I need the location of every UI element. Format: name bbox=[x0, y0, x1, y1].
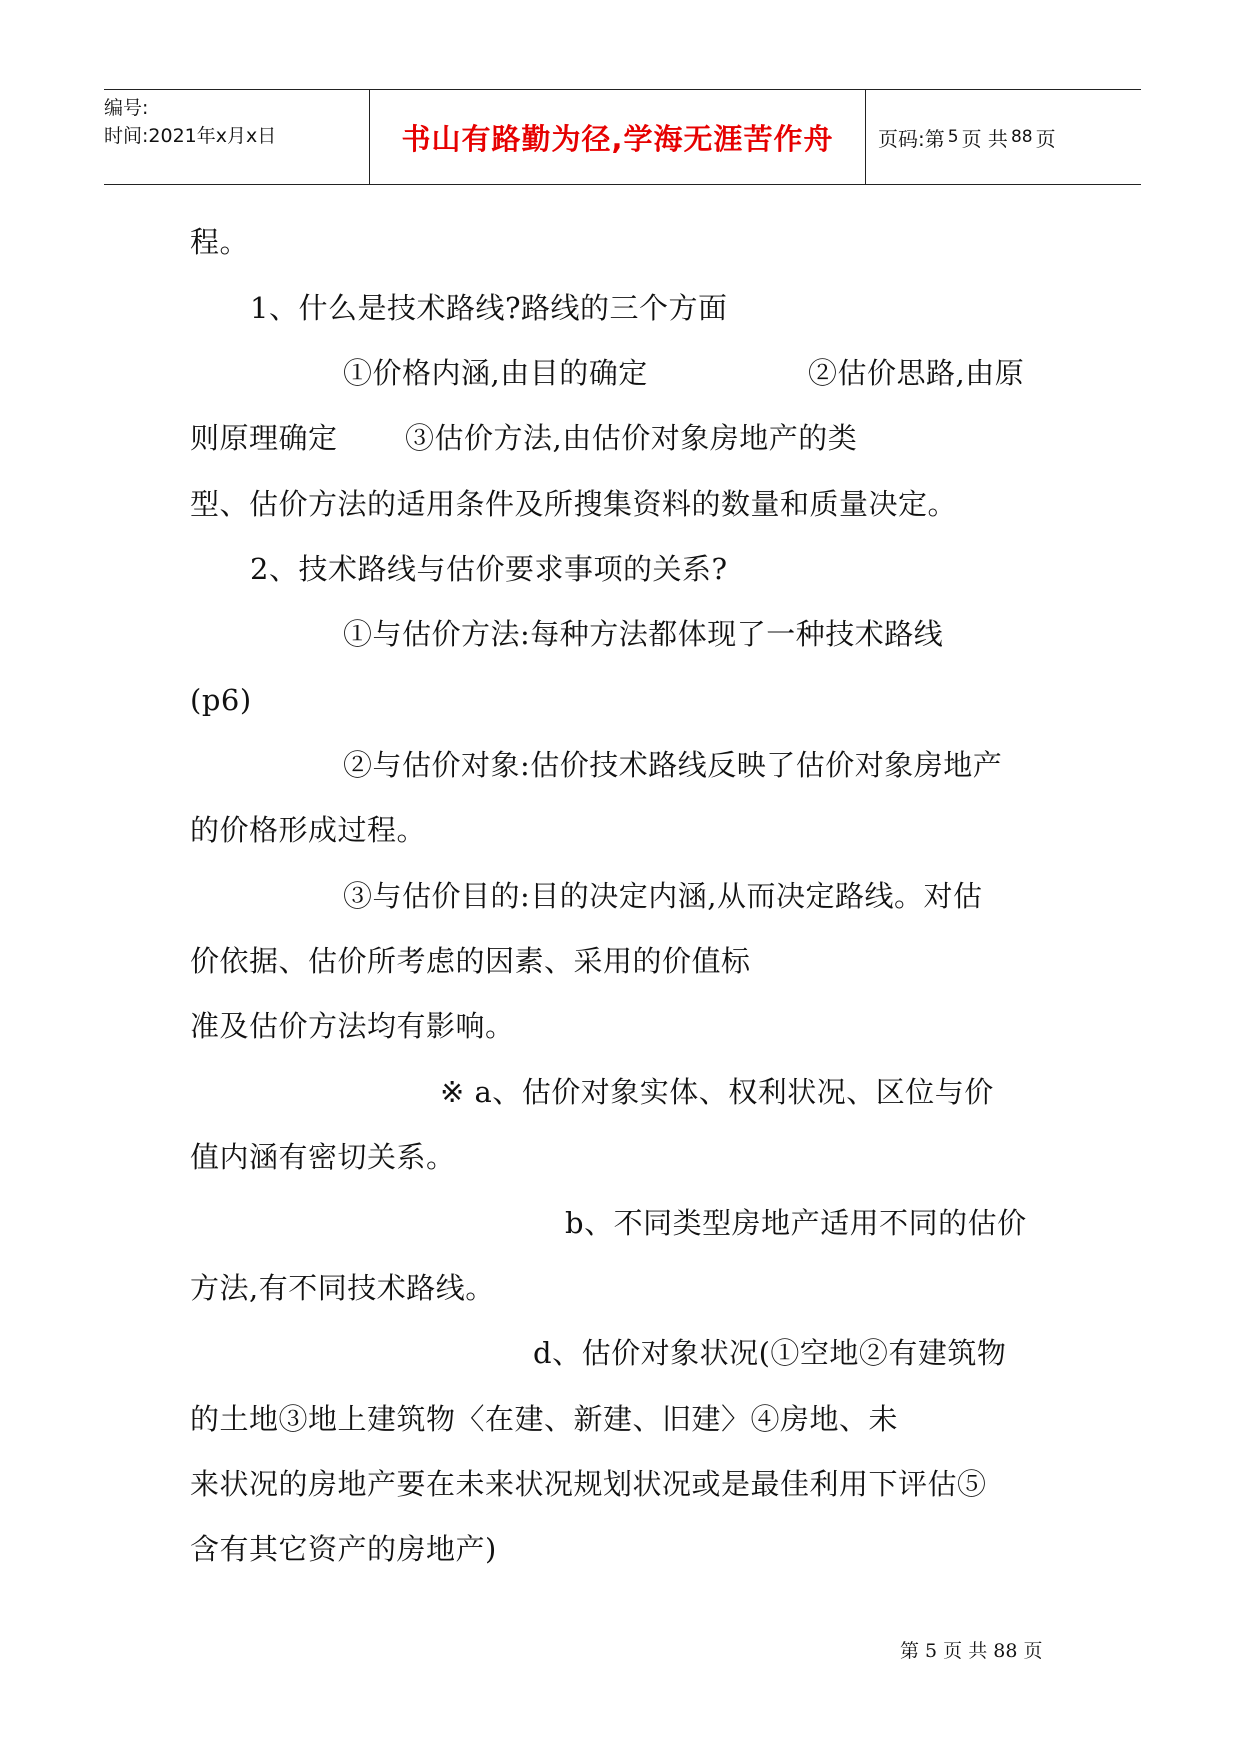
text-line: 的价格形成过程。 bbox=[190, 813, 427, 847]
text-line: ①与估价方法:每种方法都体现了一种技术路线 bbox=[343, 617, 944, 651]
text-line: d、估价对象状况(①空地②有建筑物 bbox=[533, 1336, 1007, 1370]
page-prefix: 页码:第 bbox=[878, 126, 945, 151]
header-motto-cell bbox=[369, 90, 866, 184]
header-page-cell bbox=[864, 90, 1155, 184]
text-line: 准及估价方法均有影响。 bbox=[190, 1009, 515, 1043]
text-line: b、不同类型房地产适用不同的估价 bbox=[565, 1206, 1027, 1240]
text-line: ①价格内涵,由目的确定 bbox=[343, 356, 648, 390]
text-line: 值内涵有密切关系。 bbox=[190, 1140, 456, 1174]
text-line: ③估价方法,由估价对象房地产的类 bbox=[405, 421, 858, 455]
text-line: 型、估价方法的适用条件及所搜集资料的数量和质量决定。 bbox=[190, 487, 958, 521]
text-line: ③与估价目的:目的决定内涵,从而决定路线。对估 bbox=[343, 879, 983, 913]
page-footer: 第 5 页 共 88 页 bbox=[900, 1640, 1043, 1662]
text-line: ※ a、估价对象实体、权利状况、区位与价 bbox=[440, 1075, 994, 1109]
text-line: 程。 bbox=[190, 225, 250, 259]
text-line: 1、什么是技术路线?路线的三个方面 bbox=[250, 291, 728, 325]
header-info-cell bbox=[104, 90, 369, 188]
time-label: 时间:2021年x月x日 bbox=[104, 125, 277, 147]
page-suffix: 页 bbox=[1035, 126, 1056, 151]
text-line: 含有其它资产的房地产) bbox=[190, 1532, 497, 1566]
text-line: (p6) bbox=[190, 683, 252, 717]
text-line: 的土地③地上建筑物〈在建、新建、旧建〉④房地、未 bbox=[190, 1402, 899, 1436]
page-number: 5 bbox=[947, 127, 959, 147]
text-line: 则原理确定 bbox=[190, 421, 338, 455]
page-mid: 页 共 bbox=[961, 126, 1008, 151]
text-line: 2、技术路线与估价要求事项的关系? bbox=[250, 552, 728, 586]
motto-text: 书山有路勤为径,学海无涯苦作舟 bbox=[401, 121, 834, 156]
text-line: 来状况的房地产要在未来状况规划状况或是最佳利用下评估⑤ bbox=[190, 1467, 987, 1501]
serial-label: 编号: bbox=[104, 97, 149, 119]
text-line: 方法,有不同技术路线。 bbox=[190, 1271, 495, 1305]
page-total: 88 bbox=[1010, 127, 1033, 147]
text-line: 价依据、估价所考虑的因素、采用的价值标 bbox=[190, 944, 751, 978]
text-line: ②与估价对象:估价技术路线反映了估价对象房地产 bbox=[343, 748, 1003, 782]
text-line: ②估价思路,由原 bbox=[808, 356, 1025, 390]
header-table bbox=[104, 89, 1141, 185]
